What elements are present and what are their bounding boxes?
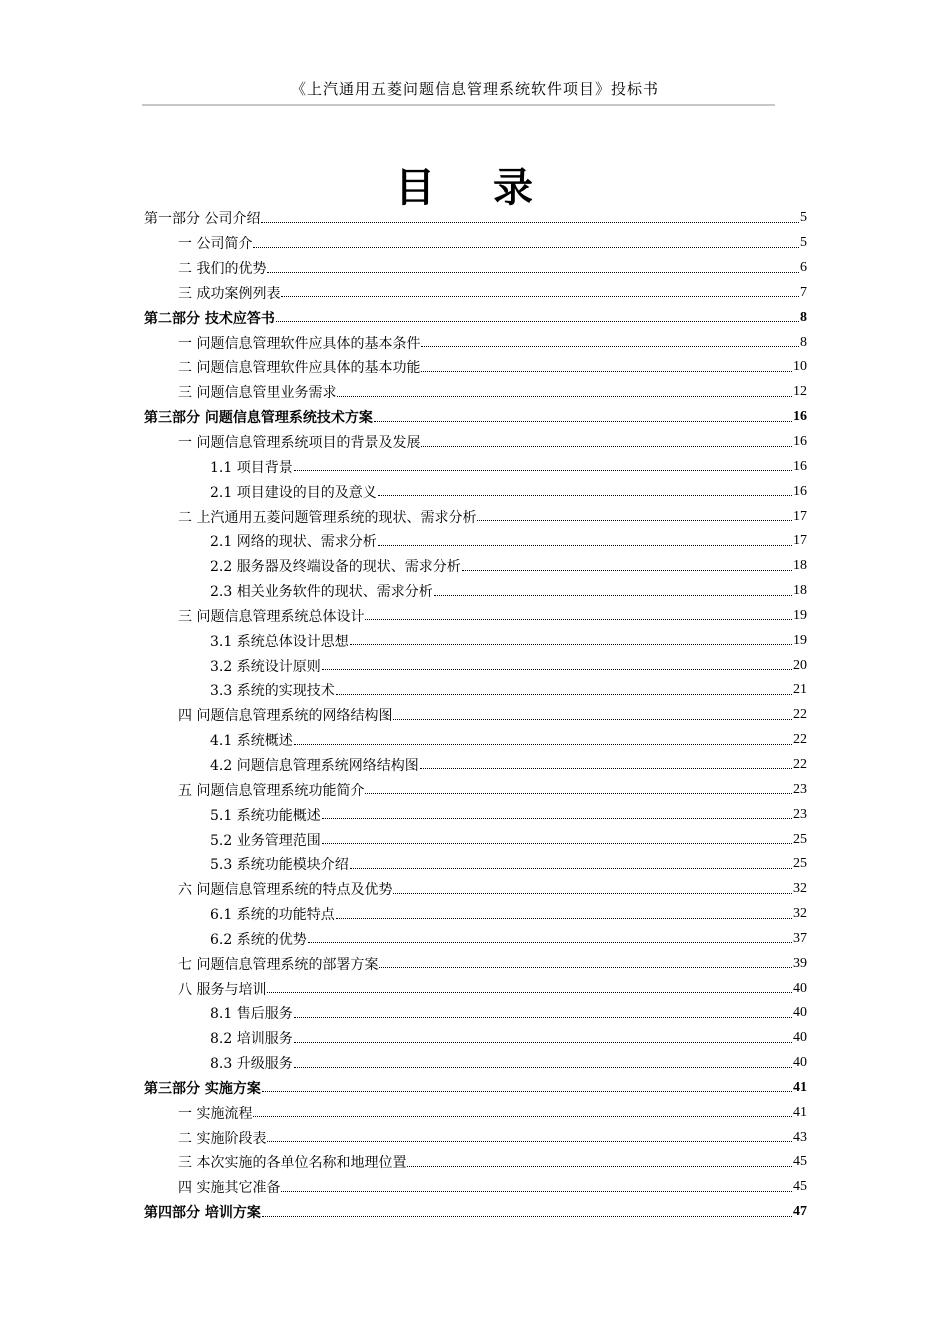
- toc-page-number: 5: [800, 210, 807, 226]
- toc-section-entry[interactable]: [144, 256, 807, 281]
- toc-entry-label: 四 实施其它准备: [178, 1180, 281, 1197]
- toc-page-number: 22: [793, 756, 807, 772]
- toc-entry-label: 三 问题信息管里业务需求: [178, 385, 337, 402]
- toc-dot-leader: [420, 754, 792, 769]
- toc-section-entry[interactable]: [144, 1175, 807, 1200]
- toc-dot-leader: [350, 630, 792, 645]
- toc-entry-label: 五 问题信息管理系统功能简介: [178, 782, 365, 799]
- toc-entry-label: 2.3 相关业务软件的现状、需求分析: [210, 584, 433, 601]
- toc-entry-label: 一 问题信息管理系统项目的背景及发展: [178, 435, 421, 452]
- toc-entry-label: 3.2 系统设计原则: [210, 658, 321, 675]
- table-of-contents: [144, 206, 807, 1225]
- toc-page-number: 16: [793, 409, 807, 425]
- toc-entry-label: 1.1 项目背景: [210, 459, 293, 476]
- toc-dot-leader: [253, 1102, 792, 1117]
- toc-part-entry[interactable]: [144, 206, 807, 231]
- toc-subsection-entry[interactable]: [144, 1026, 807, 1051]
- toc-section-entry[interactable]: [144, 1100, 807, 1125]
- toc-dot-leader: [477, 506, 792, 521]
- toc-dot-leader: [393, 879, 792, 894]
- toc-subsection-entry[interactable]: [144, 678, 807, 703]
- toc-dot-leader: [365, 605, 792, 620]
- toc-dot-leader: [253, 233, 799, 248]
- toc-entry-label: 6.2 系统的优势: [210, 931, 307, 948]
- toc-entry-label: 第二部分 技术应答书: [144, 310, 275, 327]
- toc-page-number: 25: [793, 856, 807, 872]
- toc-page-number: 41: [793, 1104, 807, 1120]
- toc-part-entry[interactable]: [144, 305, 807, 330]
- toc-section-entry[interactable]: [144, 281, 807, 306]
- toc-page-number: 39: [793, 955, 807, 971]
- toc-subsection-entry[interactable]: [144, 753, 807, 778]
- toc-dot-leader: [378, 531, 792, 546]
- toc-subsection-entry[interactable]: [144, 827, 807, 852]
- toc-entry-label: 4.2 问题信息管理系统网络结构图: [210, 757, 419, 774]
- toc-dot-leader: [322, 829, 792, 844]
- toc-entry-label: 第三部分 实施方案: [144, 1080, 261, 1097]
- toc-part-entry[interactable]: [144, 1200, 807, 1225]
- page-header: 《上汽通用五菱问题信息管理系统软件项目》投标书: [290, 80, 659, 98]
- toc-entry-label: 8.2 培训服务: [210, 1031, 293, 1048]
- toc-subsection-entry[interactable]: [144, 852, 807, 877]
- toc-page-number: 41: [793, 1079, 807, 1095]
- toc-dot-leader: [378, 481, 792, 496]
- toc-subsection-entry[interactable]: [144, 479, 807, 504]
- toc-entry-label: 二 上汽通用五菱问题管理系统的现状、需求分析: [178, 509, 477, 526]
- toc-page-number: 17: [793, 533, 807, 549]
- toc-entry-label: 第三部分 问题信息管理系统技术方案: [144, 410, 373, 427]
- toc-page-number: 19: [793, 607, 807, 623]
- toc-entry-label: 3.1 系统总体设计思想: [210, 633, 349, 650]
- toc-entry-label: 八 服务与培训: [178, 981, 267, 998]
- toc-section-entry[interactable]: [144, 877, 807, 902]
- toc-dot-leader: [462, 556, 792, 571]
- toc-page-number: 37: [793, 930, 807, 946]
- toc-entry-label: 一 问题信息管理软件应具体的基本条件: [178, 335, 421, 352]
- toc-page-number: 17: [793, 508, 807, 524]
- toc-subsection-entry[interactable]: [144, 579, 807, 604]
- toc-section-entry[interactable]: [144, 504, 807, 529]
- toc-subsection-entry[interactable]: [144, 653, 807, 678]
- toc-page-number: 18: [793, 583, 807, 599]
- toc-page-number: 16: [793, 483, 807, 499]
- toc-entry-label: 6.1 系统的功能特点: [210, 907, 335, 924]
- toc-page-number: 32: [793, 906, 807, 922]
- toc-dot-leader: [421, 332, 799, 347]
- toc-dot-leader: [374, 407, 792, 422]
- toc-page-number: 40: [793, 1055, 807, 1071]
- toc-entry-label: 一 实施流程: [178, 1105, 253, 1122]
- toc-page-number: 23: [793, 781, 807, 797]
- toc-page-number: 47: [793, 1204, 807, 1220]
- toc-page-number: 22: [793, 707, 807, 723]
- toc-entry-label: 3.3 系统的实现技术: [210, 683, 335, 700]
- toc-entry-label: 5.2 业务管理范围: [210, 832, 321, 849]
- toc-dot-leader: [407, 1152, 792, 1167]
- toc-page-number: 16: [793, 434, 807, 450]
- toc-dot-leader: [276, 307, 799, 322]
- toc-dot-leader: [281, 1177, 792, 1192]
- toc-section-entry[interactable]: [144, 951, 807, 976]
- toc-title: 目 录: [395, 164, 555, 211]
- toc-dot-leader: [336, 904, 792, 919]
- toc-entry-label: 二 我们的优势: [178, 261, 267, 278]
- toc-page-number: 5: [800, 235, 807, 251]
- toc-section-entry[interactable]: [144, 777, 807, 802]
- toc-dot-leader: [262, 1077, 792, 1092]
- toc-subsection-entry[interactable]: [144, 926, 807, 951]
- toc-entry-label: 5.1 系统功能概述: [210, 807, 321, 824]
- toc-part-entry[interactable]: [144, 1076, 807, 1101]
- toc-dot-leader: [336, 680, 792, 695]
- toc-section-entry[interactable]: [144, 231, 807, 256]
- toc-entry-label: 一 公司简介: [178, 236, 253, 253]
- toc-dot-leader: [350, 854, 792, 869]
- toc-section-entry[interactable]: [144, 1150, 807, 1175]
- toc-entry-label: 第四部分 培训方案: [144, 1205, 261, 1222]
- toc-page-number: 7: [800, 284, 807, 300]
- toc-dot-leader: [337, 382, 792, 397]
- toc-dot-leader: [294, 1003, 792, 1018]
- toc-entry-label: 8.3 升级服务: [210, 1056, 293, 1073]
- toc-page-number: 18: [793, 558, 807, 574]
- toc-page-number: 40: [793, 1005, 807, 1021]
- toc-entry-label: 5.3 系统功能模块介绍: [210, 857, 349, 874]
- toc-entry-label: 二 问题信息管理软件应具体的基本功能: [178, 360, 421, 377]
- toc-page-number: 8: [800, 309, 807, 325]
- toc-section-entry[interactable]: [144, 1125, 807, 1150]
- toc-page-number: 6: [800, 260, 807, 276]
- toc-page-number: 45: [793, 1154, 807, 1170]
- toc-dot-leader: [308, 928, 792, 943]
- toc-dot-leader: [393, 705, 792, 720]
- toc-page-number: 25: [793, 831, 807, 847]
- toc-entry-label: 4.1 系统概述: [210, 733, 293, 750]
- toc-dot-leader: [294, 730, 792, 745]
- toc-subsection-entry[interactable]: [144, 728, 807, 753]
- toc-dot-leader: [322, 655, 792, 670]
- toc-page-number: 43: [793, 1129, 807, 1145]
- toc-subsection-entry[interactable]: [144, 802, 807, 827]
- toc-subsection-entry[interactable]: [144, 902, 807, 927]
- toc-entry-label: 三 本次实施的各单位名称和地理位置: [178, 1155, 407, 1172]
- toc-subsection-entry[interactable]: [144, 554, 807, 579]
- toc-page-number: 40: [793, 1030, 807, 1046]
- toc-section-entry[interactable]: [144, 976, 807, 1001]
- toc-dot-leader: [281, 282, 799, 297]
- toc-entry-label: 三 成功案例列表: [178, 285, 281, 302]
- toc-section-entry[interactable]: [144, 703, 807, 728]
- toc-page-number: 40: [793, 980, 807, 996]
- toc-entry-label: 2.2 服务器及终端设备的现状、需求分析: [210, 559, 461, 576]
- toc-entry-label: 2.1 网络的现状、需求分析: [210, 534, 377, 551]
- toc-dot-leader: [267, 978, 792, 993]
- toc-page-number: 21: [793, 682, 807, 698]
- toc-dot-leader: [379, 953, 792, 968]
- toc-dot-leader: [421, 357, 792, 372]
- toc-section-entry[interactable]: [144, 430, 807, 455]
- toc-entry-label: 四 问题信息管理系统的网络结构图: [178, 708, 393, 725]
- toc-page-number: 12: [793, 384, 807, 400]
- header-divider: [142, 104, 775, 106]
- toc-entry-label: 三 问题信息管理系统总体设计: [178, 608, 365, 625]
- toc-subsection-entry[interactable]: [144, 1001, 807, 1026]
- toc-page-number: 10: [793, 359, 807, 375]
- toc-entry-label: 七 问题信息管理系统的部署方案: [178, 956, 379, 973]
- toc-page-number: 32: [793, 881, 807, 897]
- toc-dot-leader: [294, 1028, 792, 1043]
- toc-dot-leader: [322, 804, 792, 819]
- toc-subsection-entry[interactable]: [144, 454, 807, 479]
- toc-page-number: 20: [793, 657, 807, 673]
- toc-page-number: 45: [793, 1179, 807, 1195]
- toc-section-entry[interactable]: [144, 604, 807, 629]
- toc-dot-leader: [267, 1127, 792, 1142]
- toc-subsection-entry[interactable]: [144, 628, 807, 653]
- toc-dot-leader: [365, 779, 792, 794]
- toc-page-number: 16: [793, 458, 807, 474]
- toc-subsection-entry[interactable]: [144, 1051, 807, 1076]
- toc-section-entry[interactable]: [144, 330, 807, 355]
- toc-dot-leader: [434, 581, 792, 596]
- toc-page-number: 8: [800, 334, 807, 350]
- toc-page-number: 19: [793, 632, 807, 648]
- toc-part-entry[interactable]: [144, 405, 807, 430]
- toc-entry-label: 六 问题信息管理系统的特点及优势: [178, 882, 393, 899]
- toc-entry-label: 第一部分 公司介绍: [144, 211, 261, 228]
- toc-subsection-entry[interactable]: [144, 529, 807, 554]
- toc-section-entry[interactable]: [144, 380, 807, 405]
- toc-dot-leader: [262, 1202, 792, 1217]
- toc-dot-leader: [421, 432, 792, 447]
- toc-entry-label: 二 实施阶段表: [178, 1130, 267, 1147]
- toc-page-number: 22: [793, 732, 807, 748]
- toc-dot-leader: [261, 208, 799, 223]
- toc-dot-leader: [294, 456, 792, 471]
- toc-page-number: 23: [793, 806, 807, 822]
- toc-entry-label: 2.1 项目建设的目的及意义: [210, 484, 377, 501]
- toc-section-entry[interactable]: [144, 355, 807, 380]
- toc-entry-label: 8.1 售后服务: [210, 1006, 293, 1023]
- toc-dot-leader: [294, 1053, 792, 1068]
- toc-dot-leader: [267, 258, 799, 273]
